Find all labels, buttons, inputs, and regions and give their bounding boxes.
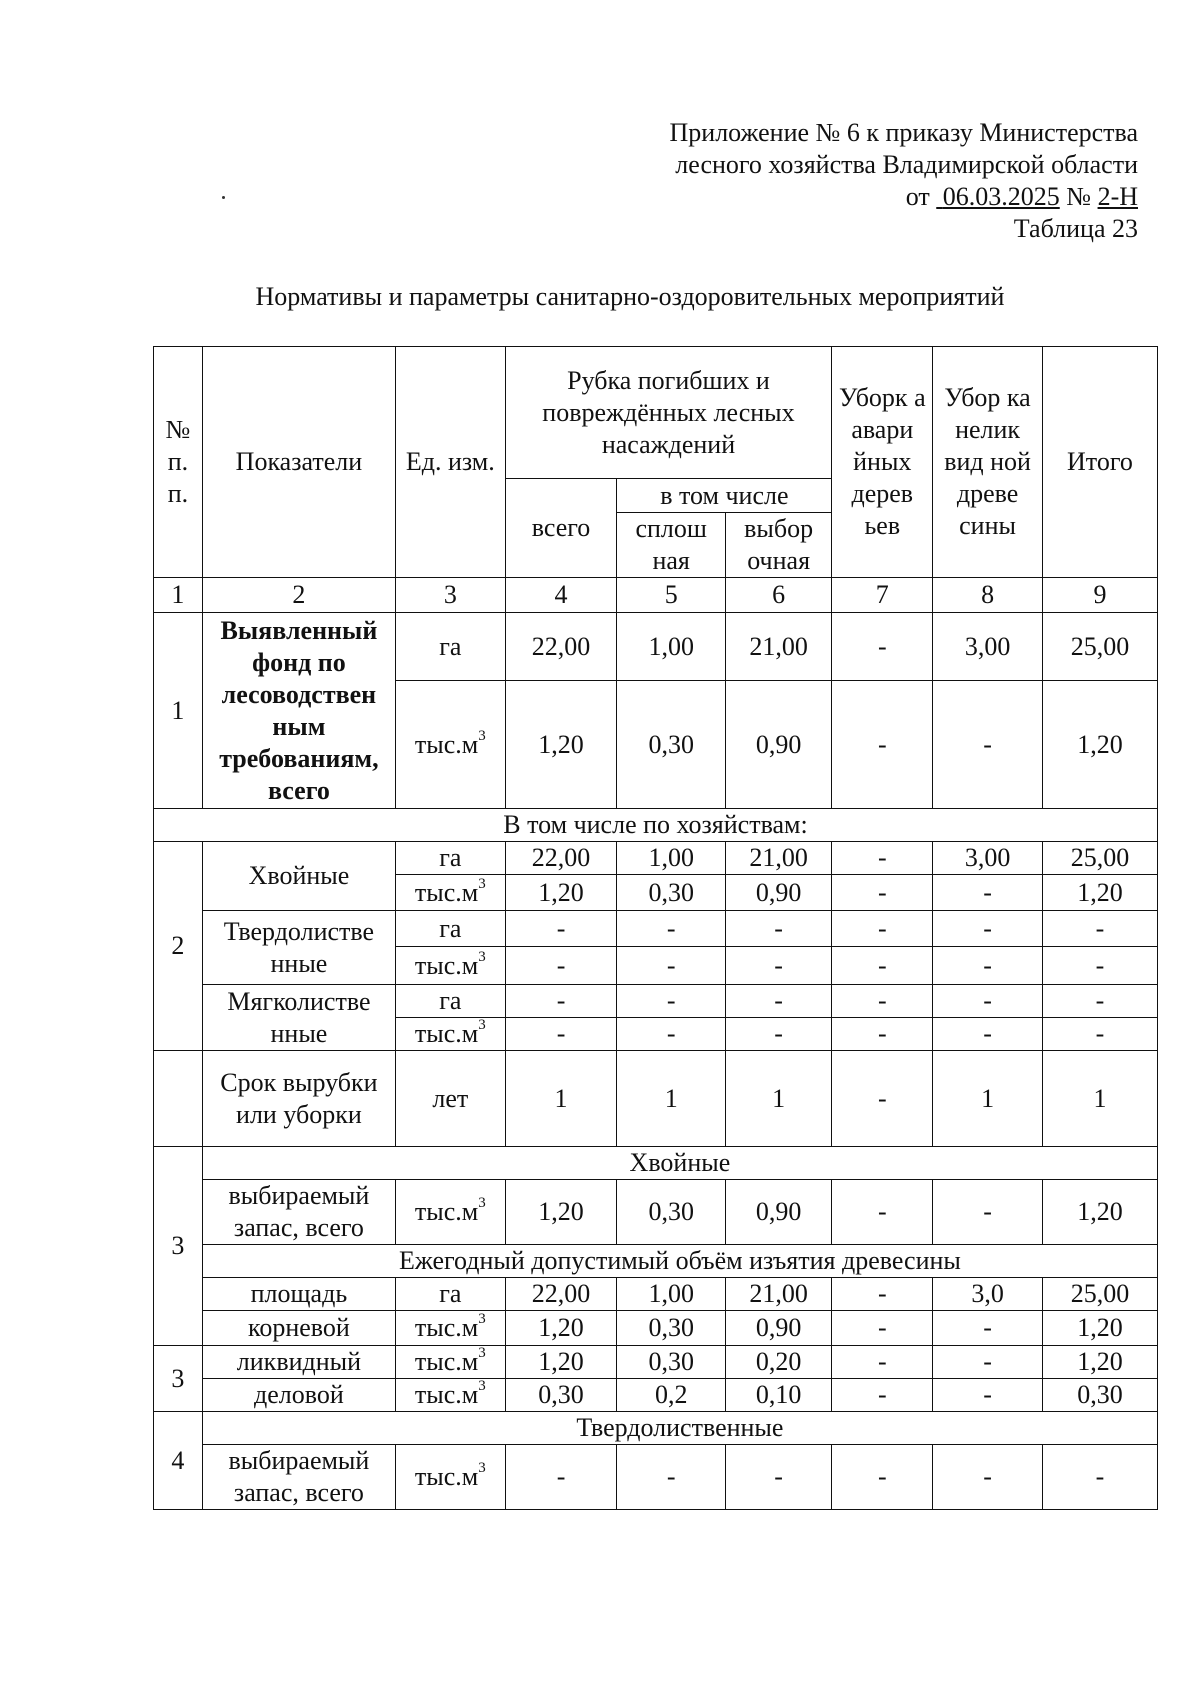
unit-ha: га [396,1278,506,1311]
value-cell: - [725,1445,831,1510]
value-cell: 1 [617,1051,726,1147]
section-row-conifer [154,1147,1158,1180]
value-cell: 1,00 [617,613,726,681]
value-cell: - [832,681,933,809]
head-all: всего [505,479,617,578]
value-cell: - [933,1180,1043,1245]
value-cell: 21,00 [725,1278,831,1311]
value-cell: - [617,947,726,985]
row-num: 1 [154,613,203,809]
value-cell: - [832,875,933,911]
section-label: Хвойные [202,1147,1157,1180]
value-cell: - [933,681,1043,809]
value-cell: 0,90 [725,681,831,809]
unit-m3: $тыс.м^3$ [396,1311,506,1346]
head-felling: Рубка погибших и повреждённых лесных насаждений [505,347,832,479]
value-cell: - [617,985,726,1018]
row-num: 3 [154,1346,203,1412]
row-label-term: Срок вырубки или уборки [202,1051,395,1147]
table-head-row-1 [154,347,1158,479]
row-label-identified: Выявленный фонд по лесоводствен ным требованиям, всего [202,613,395,809]
value-cell: - [832,1379,933,1412]
value-cell: - [725,947,831,985]
col-number: 3 [396,578,506,613]
value-cell: 25,00 [1042,613,1157,681]
col-number: 6 [725,578,831,613]
scan-speck [222,196,225,199]
table-row-root [154,1311,1158,1346]
date-prefix: от [905,182,930,211]
col-number: 9 [1042,578,1157,613]
order-date: 06.03.2025 [942,182,1060,211]
value-cell: 1,20 [1042,681,1157,809]
col-number: 2 [202,578,395,613]
value-cell: 22,00 [505,613,617,681]
table-row-conifer-stock [154,1180,1158,1245]
value-cell: - [832,1278,933,1311]
header-line-2: лесного хозяйства Владимирской области [675,150,1138,179]
unit-m3: $тыс.м^3$ [396,875,506,911]
value-cell: 21,00 [725,842,831,875]
head-selective: выбор очная [725,513,831,578]
value-cell: 1,20 [1042,1180,1157,1245]
value-cell: - [505,1018,617,1051]
unit-ha: га [396,842,506,875]
value-cell: 1,20 [505,1311,617,1346]
head-indicators: Показатели [202,347,395,578]
value-cell: 22,00 [505,1278,617,1311]
value-cell: - [832,947,933,985]
row-label-liquid: ликвидный [202,1346,395,1379]
value-cell: - [617,1018,726,1051]
value-cell: - [725,1018,831,1051]
head-including: в том числе [617,479,832,513]
table-row-identified-ha [154,613,1158,681]
unit-years: лет [396,1051,506,1147]
value-cell: 25,00 [1042,1278,1157,1311]
value-cell: - [933,1346,1043,1379]
value-cell: - [832,1018,933,1051]
value-cell: - [1042,1018,1157,1051]
value-cell: 1,00 [617,842,726,875]
value-cell: - [933,985,1043,1018]
value-cell: - [1042,911,1157,947]
value-cell: 1 [933,1051,1043,1147]
col-number: 7 [832,578,933,613]
value-cell: - [505,911,617,947]
value-cell: 0,30 [617,1346,726,1379]
unit-m3: $тыс.м^3$ [396,1180,506,1245]
value-cell: 0,30 [617,1311,726,1346]
value-cell: - [933,1445,1043,1510]
col-number: 5 [617,578,726,613]
table-label: Таблица 23 [1013,214,1138,243]
value-cell: 1,20 [505,681,617,809]
value-cell: - [933,947,1043,985]
unit-m3: $тыс.м^3$ [396,1346,506,1379]
column-numbers-row [154,578,1158,613]
header-line-1: Приложение № 6 к приказу Министерства [669,118,1138,147]
value-cell: - [505,985,617,1018]
unit-m3: $тыс.м^3$ [396,1018,506,1051]
col-number: 4 [505,578,617,613]
value-cell: - [725,911,831,947]
value-cell: - [933,875,1043,911]
row-label-root: корневой [202,1311,395,1346]
table-row-conifer-ha [154,842,1158,875]
value-cell: 1 [725,1051,831,1147]
value-cell: 0,90 [725,1311,831,1346]
value-cell: 1,20 [505,1346,617,1379]
value-cell: 1,20 [505,875,617,911]
value-cell: - [832,1311,933,1346]
header-line-3 [670,181,1139,213]
value-cell: 0,30 [617,1180,726,1245]
unit-m3: $тыс.м^3$ [396,1379,506,1412]
value-cell: - [1042,1445,1157,1510]
value-cell: 1 [1042,1051,1157,1147]
table-row-liquid [154,1346,1158,1379]
value-cell: 1,20 [505,1180,617,1245]
value-cell: - [832,911,933,947]
unit-ha: га [396,985,506,1018]
norms-table [153,346,1158,1510]
value-cell: 0,30 [505,1379,617,1412]
value-cell: 1 [505,1051,617,1147]
unit-ha: га [396,613,506,681]
head-total: Итого [1042,347,1157,578]
unit-m3: $тыс.м^3$ [396,947,506,985]
value-cell: 3,00 [933,842,1043,875]
value-cell: 0,10 [725,1379,831,1412]
row-label-stock: выбираемый запас, всего [202,1445,395,1510]
col-number: 1 [154,578,203,613]
value-cell: - [832,613,933,681]
value-cell: - [933,1379,1043,1412]
value-cell: - [933,911,1043,947]
value-cell: 25,00 [1042,842,1157,875]
value-cell: 0,20 [725,1346,831,1379]
document-title: Нормативы и параметры санитарно-оздоровительных мероприятий [255,282,1005,311]
value-cell: 21,00 [725,613,831,681]
value-cell: 1,20 [1042,1346,1157,1379]
value-cell: - [617,911,726,947]
row-num: 3 [154,1147,203,1346]
table-row-softwood-ha [154,985,1158,1018]
section-row-farms [154,809,1158,842]
table-row-hardwood-ha [154,911,1158,947]
value-cell: - [832,842,933,875]
value-cell: 0,30 [617,875,726,911]
unit-m3: $тыс.м^3$ [396,1445,506,1510]
row-num: 2 [154,842,203,1051]
row-num-empty [154,1051,203,1147]
value-cell: - [933,1018,1043,1051]
row-label-conifer: Хвойные [202,842,395,911]
row-label-business: деловой [202,1379,395,1412]
value-cell: 22,00 [505,842,617,875]
value-cell: 0,30 [1042,1379,1157,1412]
unit-ha: га [396,911,506,947]
value-cell: - [505,1445,617,1510]
head-clear: сплош ная [617,513,726,578]
row-label-stock: выбираемый запас, всего [202,1180,395,1245]
value-cell: - [505,947,617,985]
value-cell: 3,00 [933,613,1043,681]
value-cell: 1,20 [1042,875,1157,911]
value-cell: - [1042,985,1157,1018]
head-num: № п. п. [154,347,203,578]
value-cell: 3,0 [933,1278,1043,1311]
section-label: В том числе по хозяйствам: [154,809,1158,842]
value-cell: - [832,1180,933,1245]
order-number: 2-Н [1097,182,1138,211]
document-header [670,117,1139,245]
table-row-term [154,1051,1158,1147]
table-row-hardwood-stock [154,1445,1158,1510]
head-illiquid: Убор ка нелик вид ной древе сины [933,347,1043,578]
unit-m3: $тыс.м^3$ [396,681,506,809]
row-num: 4 [154,1412,203,1510]
section-row-annual [154,1245,1158,1278]
value-cell: 1,00 [617,1278,726,1311]
value-cell: - [832,985,933,1018]
value-cell: - [832,1346,933,1379]
value-cell: - [725,985,831,1018]
value-cell: - [832,1445,933,1510]
value-cell: 0,90 [725,1180,831,1245]
value-cell: 0,30 [617,681,726,809]
row-label-softwood: Мягколистве нные [202,985,395,1051]
head-unit: Ед. изм. [396,347,506,578]
section-row-hardwood [154,1412,1158,1445]
value-cell: - [832,1051,933,1147]
section-label: Ежегодный допустимый объём изъятия древесины [202,1245,1157,1278]
col-number: 8 [933,578,1043,613]
row-label-hardwood: Твердолистве нные [202,911,395,985]
value-cell: - [617,1445,726,1510]
value-cell: - [1042,947,1157,985]
row-label-area: площадь [202,1278,395,1311]
number-prefix: № [1066,182,1092,211]
value-cell: 0,2 [617,1379,726,1412]
table-row-business [154,1379,1158,1412]
section-label: Твердолиственные [202,1412,1157,1445]
value-cell: 1,20 [1042,1311,1157,1346]
value-cell: - [933,1311,1043,1346]
value-cell: 0,90 [725,875,831,911]
head-emergency: Уборк а авари йных дерев ьев [832,347,933,578]
table-row-area [154,1278,1158,1311]
